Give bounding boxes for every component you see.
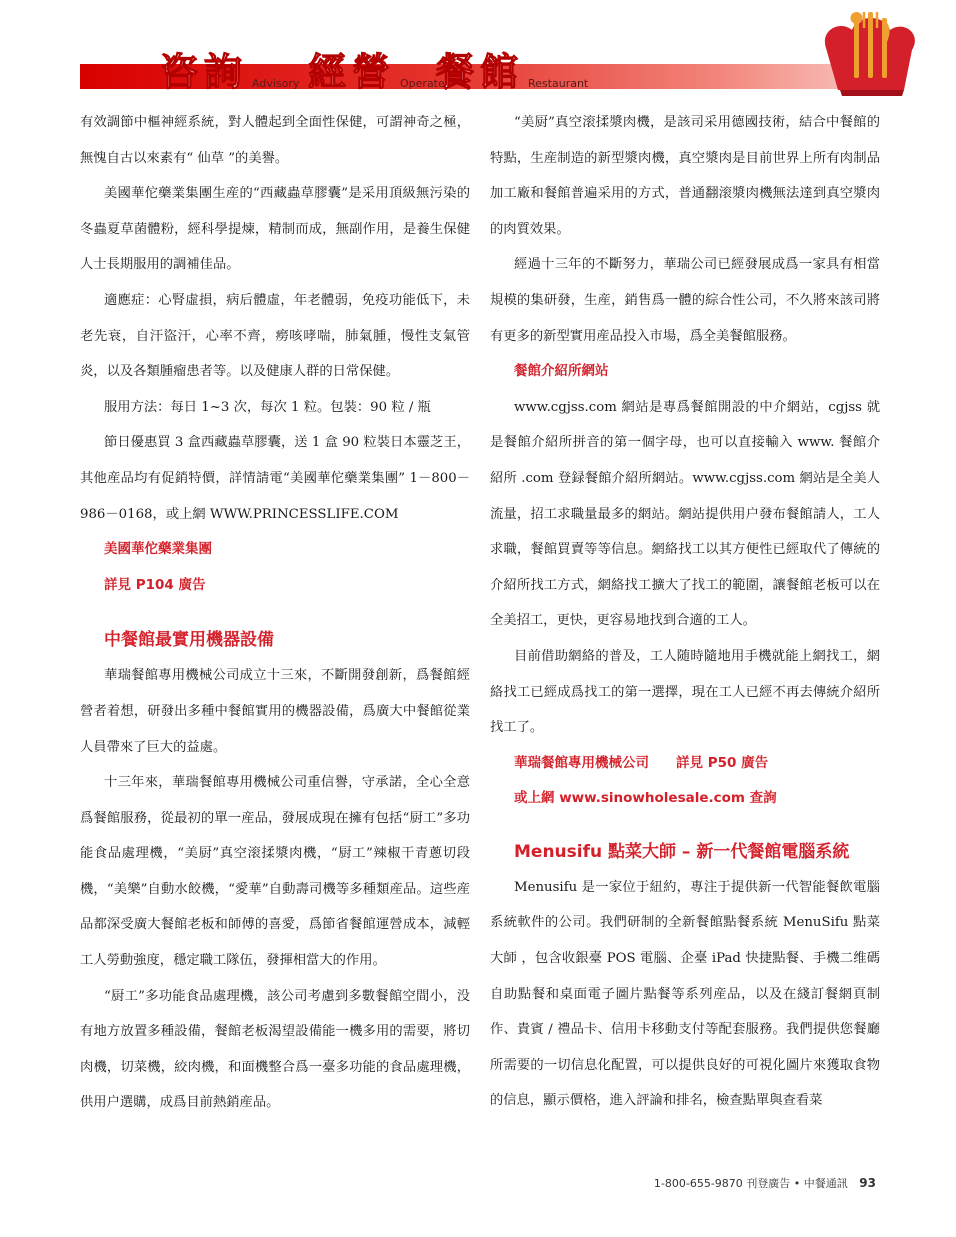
section-title: 中餐館最實用機器設備 — [104, 630, 274, 651]
right-paragraph: www.cgjss.com 網站是專爲餐館開設的中介網站，cgjss 就是餐館介紹所拼音的第一個字母，也可以直接輸入 www. 餐館介紹所 .com 登録餐館介紹所網站。www.cgjss.com 網站是全美人流量，招工求職量最多的網站。網站提供用户發布餐館請人，工人求職，餐館買賣等等信息。網絡找工以其方便性已經取代了傳統的介紹所找工方式，網絡找工擴大了找工的範圍，讓餐館老板可以在全美招工，更快，更容易地找到合適的工人。 — [490, 399, 880, 629]
header-part-advisory — [160, 44, 299, 92]
subheading: 餐館介紹所網站 — [514, 363, 609, 380]
header-en-operate: Operate — [400, 77, 445, 90]
left-paragraph: 服用方法：每日 1~3 次，每次 1 粒。包裝：90 粒 / 瓶 — [104, 399, 431, 415]
right-paragraph: 目前借助網絡的普及，工人随時隨地用手機就能上網找工，網絡找工已經成爲找工的第一選擇，現在工人已經不再去傳統介紹所找工了。 — [490, 648, 880, 736]
right-paragraph: 經過十三年的不斷努力，華瑞公司已經發展成爲一家具有相當規模的集研發，生産，銷售爲一體的綜合性公司，不久將來該司將有更多的新型實用産品投入市場，爲全美餐館服務。 — [490, 257, 880, 344]
header-en-advisory: Advisory — [252, 77, 300, 90]
chef-hat-utensils-icon — [818, 8, 922, 96]
left-paragraph: 適應症：心腎虛損，病后體虛，年老體弱，免疫功能低下，未老先衰，自汗盜汗，心率不齊，癆咳哮喘，肺氣腫，慢性支氣管炎，以及各類腫瘤患者等。以及健康人群的日常保健。 — [80, 292, 470, 380]
header-part-restaurant — [436, 44, 588, 92]
page-header — [0, 0, 956, 100]
left-paragraph: 節日優惠買 3 盒西藏蟲草膠囊，送 1 盒 90 粒裝日本靈芝王，其他産品均有促銷特價，詳情請電“美國華佗藥業集團” 1－800－986－0168，或上網 WWW.PRINCESSLIFE.COM — [80, 435, 470, 522]
company-ad-line: 華瑞餐館專用機械公司 詳見 P50 廣告 — [514, 754, 769, 771]
section-title: Menusifu 點菜大師 – 新一代餐館電腦系統 — [514, 841, 850, 862]
left-paragraph: 華瑞餐館專用機械公司成立十三來，不斷開發創新，爲餐館經營者着想，研發出多種中餐館實用的機器設備，爲廣大中餐館從業人員帶來了巨大的益處。 — [80, 668, 470, 755]
footer-phone: 1-800-655-9870 — [653, 1177, 743, 1190]
right-column — [490, 105, 880, 1119]
left-paragraph: “厨工”多功能食品處理機，該公司考慮到多數餐館空間小，没有地方放置多種設備，餐館老板渴望設備能一機多用的需要，將切肉機，切菜機，絞肉機，和面機整合爲一臺多功能的食品處理機，供用户選購，成爲目前熱銷産品。 — [80, 988, 470, 1111]
footer-label: 刊登廣告 • 中餐通訊 — [746, 1177, 848, 1190]
page-footer — [640, 1175, 876, 1191]
header-zh-operate: 經營 — [308, 50, 397, 94]
header-zh-restaurant: 餐館 — [436, 50, 525, 94]
left-paragraph: 十三年來，華瑞餐館專用機械公司重信譽，守承諾，全心全意爲餐館服務，從最初的單一産品，發展成現在擁有包括“厨工”多功能食品處理機，“美厨”真空滚揉漿肉機，“厨工”辣椒干青蔥切段機，“美樂”自動水餃機，“愛華”自動壽司機等多種類産品。這些産品都深受廣大餐館老板和師傅的喜愛，爲節省餐館運營成本，減輕工人勞動強度，穩定職工隊伍，發揮相當大的作用。 — [80, 775, 470, 969]
page-number: 93 — [859, 1176, 876, 1190]
website-line: 或上網 www.sinowholesale.com 查詢 — [514, 790, 777, 807]
left-column — [80, 105, 470, 1121]
right-paragraph: “美厨”真空滚揉漿肉機，是該司采用德國技術，結合中餐館的特點，生産制造的新型漿肉機，真空漿肉是目前世界上所有肉制品加工廠和餐館普遍采用的方式，普通翻滚漿肉機無法達到真空漿肉的肉質效果。 — [490, 115, 880, 237]
company-name: 美國華佗藥業集團 — [104, 541, 212, 558]
header-zh-advisory: 咨詢 — [160, 50, 249, 94]
header-part-operate — [308, 44, 445, 92]
right-paragraph: Menusifu 是一家位于紐約，專注于提供新一代智能餐飲電腦系統軟件的公司。我們研制的全新餐館點餐系統 MenuSifu 點菜大師 ，包含收銀臺 POS 電腦、企臺 iPad 快捷點餐、手機二维碼自助點餐和桌面電子圖片點餐等系列産品，以及在綫訂餐網頁制作、貴賓 / 禮品卡、信用卡移動支付等配套服務。我們提供您餐廳所需要的一切信息化配置，可以提供良好的可視化圖片來獲取食物的信息，顯示價格，進入評論和排名，檢查點單與查看菜 — [490, 879, 880, 1109]
left-paragraph: 有效調節中樞神經系統，對人體起到全面性保健，可謂神奇之極，無愧自古以來素有“ 仙草 ”的美譽。 — [80, 115, 470, 166]
ad-reference: 詳見 P104 廣告 — [104, 576, 206, 593]
left-paragraph: 美國華佗藥業集團生産的“西藏蟲草膠囊”是采用頂級無污染的冬蟲夏草菌體粉，經科學提煉，精制而成，無副作用，是養生保健人士長期服用的調補佳品。 — [80, 186, 470, 273]
header-en-restaurant: Restaurant — [528, 77, 589, 90]
